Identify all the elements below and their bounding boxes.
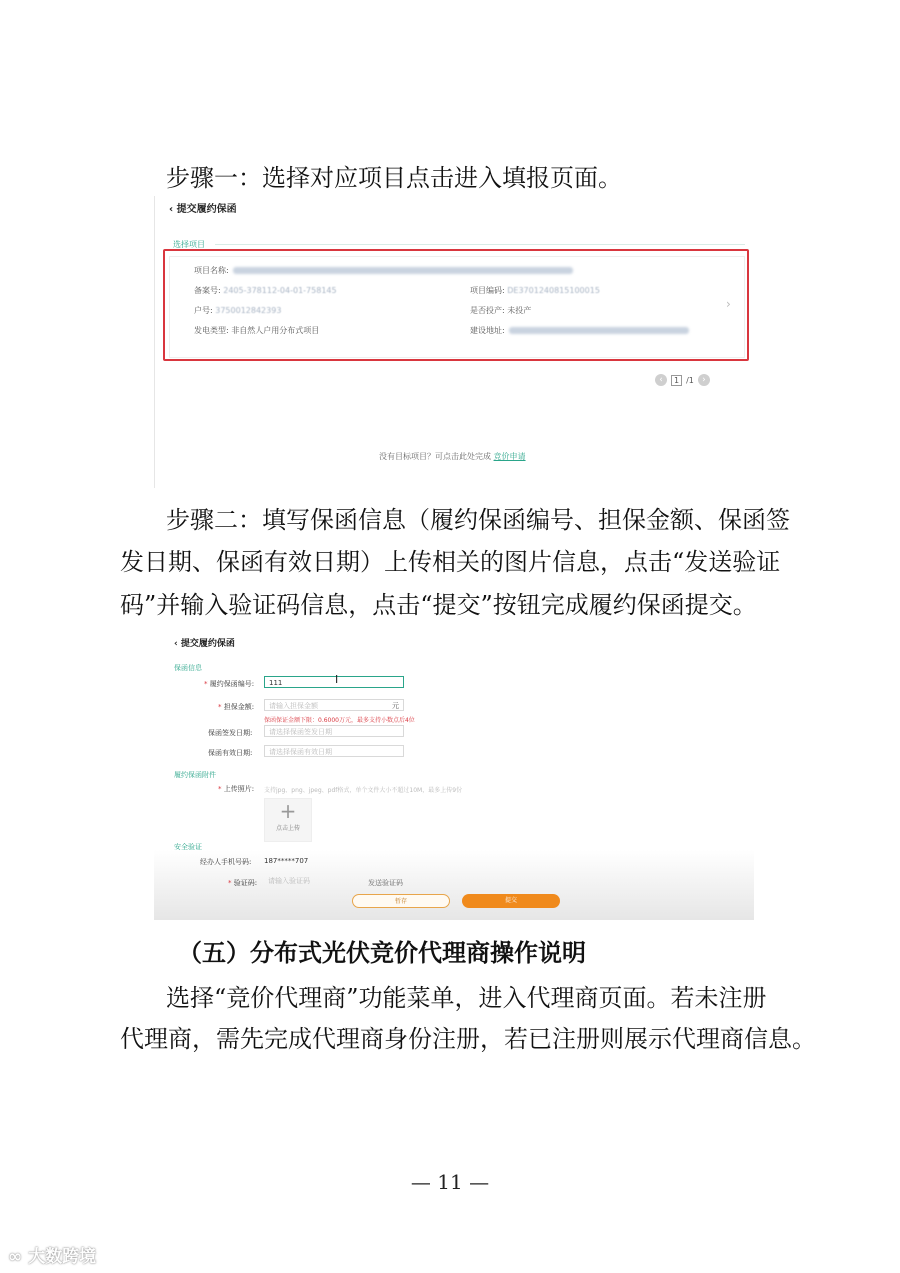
screenshot-guarantee-form — [154, 622, 754, 920]
upload-button-label: 点击上传 — [275, 825, 300, 832]
section-heading: （五）分布式光伏竞价代理商操作说明 — [178, 939, 586, 967]
address-label: 建设地址: — [470, 326, 505, 335]
bid-apply-link[interactable]: 竞价申请 — [493, 452, 526, 461]
household-no-label: 户号: — [194, 306, 213, 315]
phone-label: 经办人手机号码: — [200, 858, 252, 866]
prev-page-button[interactable]: ‹ — [655, 374, 667, 386]
upload-button[interactable] — [264, 798, 312, 842]
page-number: — 11 — — [410, 1170, 490, 1194]
plus-icon: + — [279, 799, 297, 823]
text-cursor-icon: I — [335, 673, 339, 686]
amount-unit: 元 — [392, 702, 399, 710]
amount-placeholder: 请输入担保金额 — [269, 702, 318, 710]
no-project-hint — [379, 451, 526, 462]
gen-type-label: 发电类型: — [194, 326, 229, 335]
valid-date-picker[interactable]: 请选择保函有效日期 — [264, 745, 404, 757]
issue-date-picker[interactable]: 请选择保函签发日期 — [264, 725, 404, 737]
next-page-button[interactable]: › — [698, 374, 710, 386]
step2-line-2: 发日期、保函有效日期）上传相关的图片信息，点击“发送验证 — [120, 548, 781, 576]
body-line-1: 选择“竞价代理商”功能菜单，进入代理商页面。若未注册 — [166, 984, 767, 1012]
valid-date-label: 保函有效日期: — [208, 749, 253, 757]
watermark-logo: ∞ 大数跨境 — [8, 1247, 97, 1267]
code-input[interactable]: 请输入验证码 — [268, 877, 310, 885]
filing-no-value: 2405-378112-04-01-758145 — [223, 286, 337, 295]
section-label-attach: 履约保函附件 — [174, 771, 216, 779]
amount-label: * 担保金额: — [218, 703, 255, 711]
section-label-security: 安全验证 — [174, 843, 202, 851]
project-code-label: 项目编码: — [470, 286, 505, 295]
project-code-value: DE3701240815100015 — [507, 286, 600, 295]
chevron-right-icon[interactable]: › — [726, 297, 731, 311]
project-name-label: 项目名称: — [194, 266, 229, 275]
code-label: * 验证码: — [228, 879, 258, 887]
body-line-2: 代理商，需先完成代理商身份注册，若已注册则展示代理商信息。 — [120, 1025, 816, 1053]
in-operation-value: 未投产 — [507, 306, 532, 315]
gen-type-value: 非自然人户用分布式项目 — [231, 326, 320, 335]
link-icon: ∞ — [8, 1247, 29, 1267]
section-divider — [215, 244, 745, 245]
pagination — [655, 374, 710, 386]
amount-input[interactable] — [264, 699, 404, 711]
filing-no-label: 备案号: — [194, 286, 221, 295]
send-code-button[interactable]: 发送验证码 — [368, 879, 403, 887]
hint-text: 没有目标项目？可点击此处完成 — [379, 452, 491, 461]
phone-value: 187*****707 — [264, 857, 309, 865]
screenshot-select-project — [154, 196, 753, 488]
total-pages: /1 — [686, 375, 694, 385]
submit-button[interactable]: 提交 — [462, 894, 560, 908]
section-label-select-project: 选择项目 — [173, 240, 205, 249]
save-button[interactable]: 暂存 — [352, 894, 450, 908]
upload-tip: 支持jpg、png、jpeg、pdf格式，单个文件大小不超过10M，最多上传9份 — [264, 787, 463, 794]
highlight-box — [163, 249, 749, 361]
in-operation-label: 是否投产: — [470, 306, 505, 315]
section-label-info: 保函信息 — [174, 664, 202, 672]
back-title[interactable]: ‹ 提交履约保函 — [169, 204, 237, 215]
issue-date-label: 保函签发日期: — [208, 729, 253, 737]
upload-label: * 上传照片: — [218, 785, 255, 793]
amount-error: 保函保证金额下限：0.6000万元，最多支持小数点后4位 — [264, 717, 415, 724]
current-page[interactable]: 1 — [671, 375, 682, 386]
step1-text: 步骤一：选择对应项目点击进入填报页面。 — [166, 164, 622, 192]
step2-line-3: 码”并输入验证码信息，点击“提交”按钮完成履约保函提交。 — [120, 591, 757, 619]
household-no-value: 3750012842393 — [215, 306, 282, 315]
guarantee-no-input[interactable]: 111 — [264, 676, 404, 688]
step2-line-1: 步骤二：填写保函信息（履约保函编号、担保金额、保函签 — [166, 506, 790, 534]
guarantee-no-label: * 履约保函编号: — [204, 680, 255, 688]
back-title-2[interactable]: ‹ 提交履约保函 — [174, 639, 235, 649]
